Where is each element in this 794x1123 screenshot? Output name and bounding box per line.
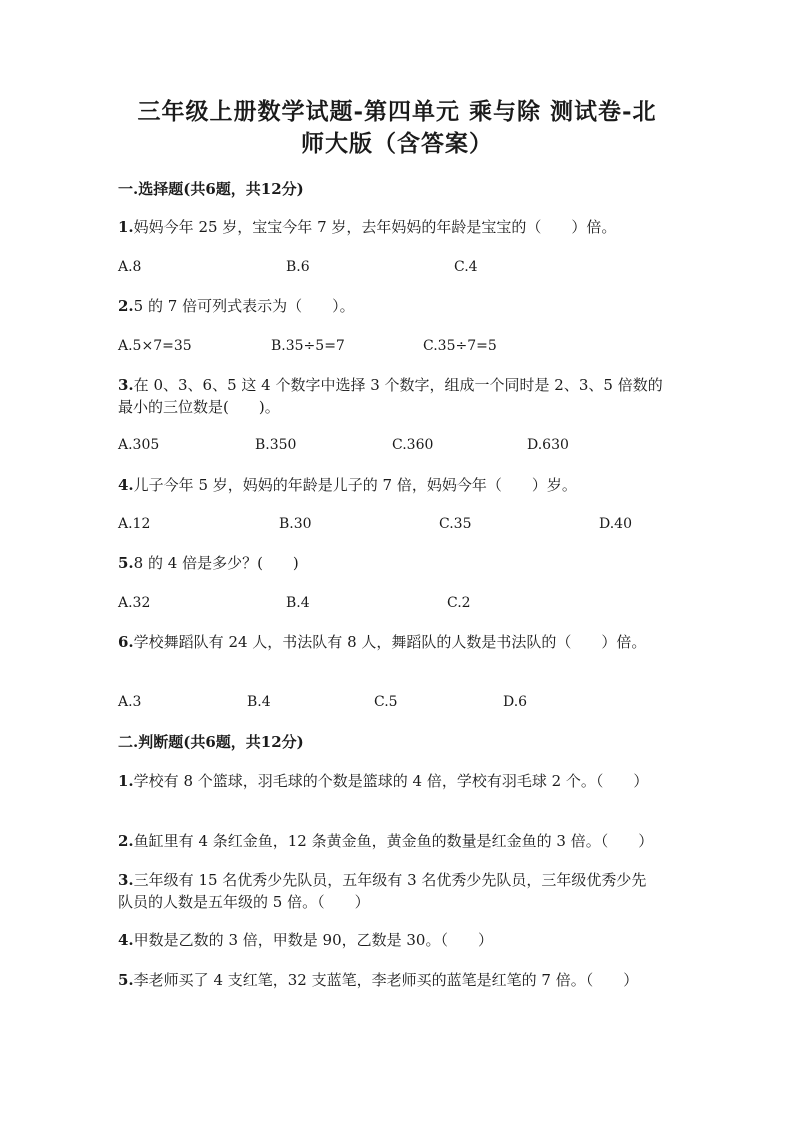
q3-option-d[interactable]: D.630	[527, 437, 569, 453]
question-number: 5.	[118, 971, 134, 989]
question-number: 6.	[118, 633, 134, 651]
choice-question-6	[118, 631, 646, 653]
question-number: 2.	[118, 297, 134, 315]
choice-question-4	[118, 474, 577, 496]
question-text-continued: 最小的三位数是( )。	[118, 398, 280, 416]
q4-option-b[interactable]: B.30	[279, 516, 312, 532]
q6-option-d[interactable]: D.6	[503, 694, 528, 710]
q3-option-b[interactable]: B.350	[255, 437, 297, 453]
judgment-question-4	[118, 929, 493, 951]
page-title-line-1: 三年级上册数学试题-第四单元 乘与除 测试卷-北	[137, 98, 657, 125]
question-text: 5 的 7 倍可列式表示为（ ）。	[133, 297, 355, 315]
question-text: 学校有 8 个篮球，羽毛球的个数是篮球的 4 倍，学校有羽毛球 2 个。（ ）	[133, 772, 649, 790]
choice-question-1	[118, 216, 616, 238]
question-text: 鱼缸里有 4 条红金鱼，12 条黄金鱼，黄金鱼的数量是红金鱼的 3 倍。（ ）	[133, 832, 654, 850]
question-text: 李老师买了 4 支红笔，32 支蓝笔，李老师买的蓝笔是红笔的 7 倍。（ ）	[133, 971, 639, 989]
q5-option-b[interactable]: B.4	[286, 595, 310, 611]
q4-option-c[interactable]: C.35	[439, 516, 472, 532]
q2-option-c[interactable]: C.35÷7=5	[423, 338, 497, 354]
question-number: 3.	[118, 376, 134, 394]
question-text: 学校舞蹈队有 24 人，书法队有 8 人，舞蹈队的人数是书法队的（ ）倍。	[133, 633, 647, 651]
question-text: 8 的 4 倍是多少？( )	[133, 554, 299, 572]
q3-option-a[interactable]: A.305	[118, 437, 160, 453]
q6-option-a[interactable]: A.3	[118, 694, 142, 710]
q5-option-c[interactable]: C.2	[447, 595, 471, 611]
choice-question-5	[118, 552, 299, 574]
question-number: 4.	[118, 931, 134, 949]
section-heading-judgment: 二.判断题(共6题，共12分)	[118, 733, 304, 751]
question-text: 儿子今年 5 岁，妈妈的年龄是儿子的 7 倍，妈妈今年（ ）岁。	[133, 476, 577, 494]
question-number: 5.	[118, 554, 134, 572]
judgment-question-2	[118, 830, 653, 852]
question-number: 1.	[118, 218, 134, 236]
q6-option-c[interactable]: C.5	[374, 694, 398, 710]
q4-option-a[interactable]: A.12	[118, 516, 151, 532]
q2-option-b[interactable]: B.35÷5=7	[271, 338, 345, 354]
question-number: 3.	[118, 871, 134, 889]
q4-option-d[interactable]: D.40	[599, 516, 632, 532]
q5-option-a[interactable]: A.32	[118, 595, 151, 611]
question-text-continued: 队员的人数是五年级的 5 倍。（ ）	[118, 893, 370, 911]
q1-option-a[interactable]: A.8	[118, 259, 142, 275]
question-number: 1.	[118, 772, 134, 790]
q1-option-b[interactable]: B.6	[286, 259, 310, 275]
judgment-question-5	[118, 969, 638, 991]
question-number: 2.	[118, 832, 134, 850]
q1-option-c[interactable]: C.4	[454, 259, 478, 275]
question-text: 甲数是乙数的 3 倍，甲数是 90，乙数是 30。（ ）	[133, 931, 493, 949]
question-text: 三年级有 15 名优秀少先队员，五年级有 3 名优秀少先队员，三年级优秀少先	[133, 871, 647, 889]
judgment-question-3	[118, 869, 646, 913]
judgment-question-1	[118, 770, 648, 792]
page-title-line-2: 师大版（含答案）	[301, 130, 493, 157]
q3-option-c[interactable]: C.360	[392, 437, 434, 453]
section-heading-choice: 一.选择题(共6题，共12分)	[118, 180, 304, 198]
question-text: 妈妈今年 25 岁，宝宝今年 7 岁，去年妈妈的年龄是宝宝的（ ）倍。	[133, 218, 617, 236]
choice-question-3	[118, 374, 663, 418]
question-text: 在 0、3、6、5 这 4 个数字中选择 3 个数字，组成一个同时是 2、3、5 倍数的	[133, 376, 663, 394]
question-number: 4.	[118, 476, 134, 494]
choice-question-2	[118, 295, 355, 317]
q2-option-a[interactable]: A.5×7=35	[118, 338, 192, 354]
q6-option-b[interactable]: B.4	[247, 694, 271, 710]
